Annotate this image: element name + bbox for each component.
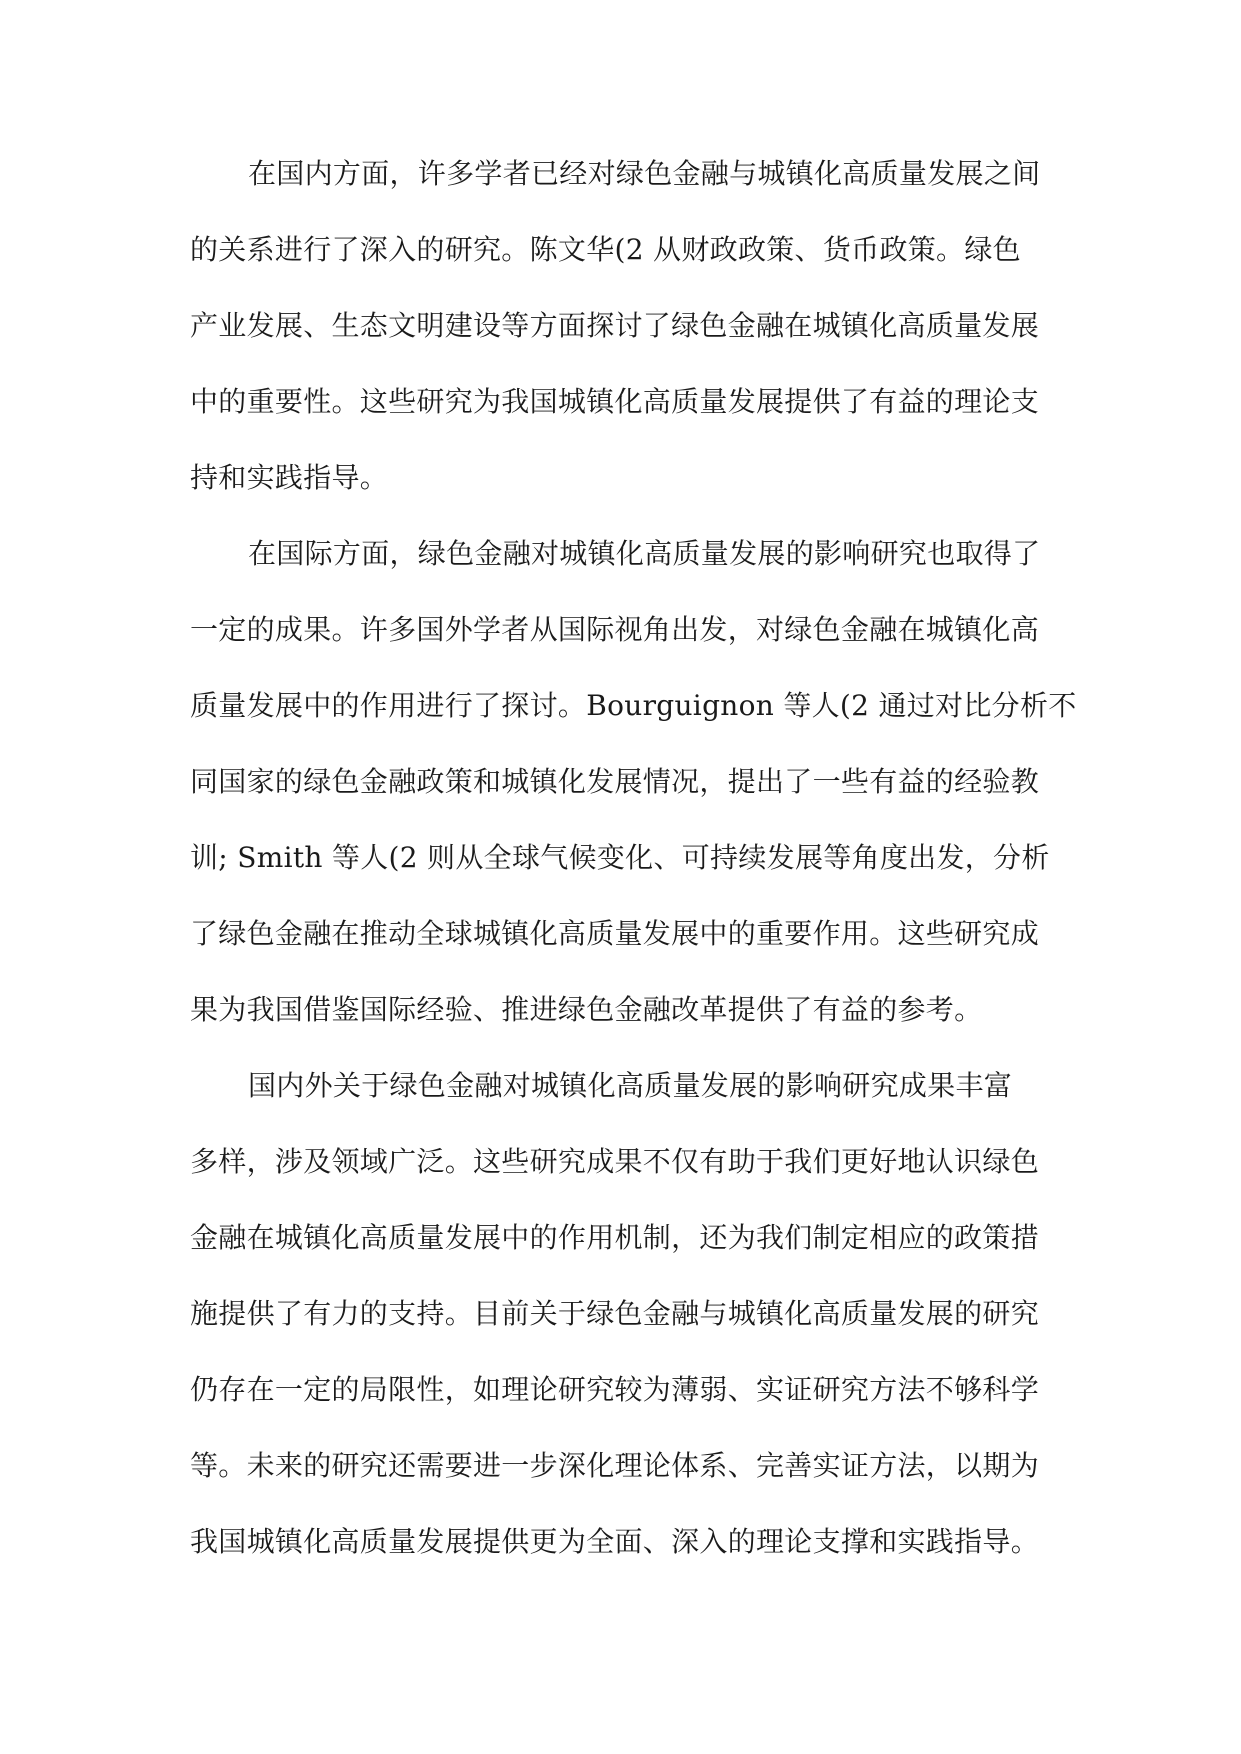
paragraph-line: 等。未来的研究还需要进一步深化理论体系、完善实证方法，以期为 (190, 1449, 1040, 1482)
paragraph-line: 施提供了有力的支持。目前关于绿色金融与城镇化高质量发展的研究 (190, 1297, 1040, 1330)
paragraph-line: 质量发展中的作用进行了探讨。Bourguignon 等人(2 通过对比分析不 (190, 689, 1077, 722)
paragraph-line: 的关系进行了深入的研究。陈文华(2 从财政政策、货币政策。绿色 (190, 233, 1021, 266)
paragraph-line: 仍存在一定的局限性，如理论研究较为薄弱、实证研究方法不够科学 (190, 1373, 1040, 1406)
paragraph-line: 果为我国借鉴国际经验、推进绿色金融改革提供了有益的参考。 (190, 993, 983, 1026)
document-body (190, 136, 1077, 1580)
paragraph-domestic-research (190, 136, 1056, 516)
paragraph-line: 持和实践指导。 (190, 461, 389, 494)
paragraph-summary (190, 1048, 1056, 1580)
paragraph-line: 训; Smith 等人(2 则从全球气候变化、可持续发展等角度出发，分析 (190, 841, 1050, 874)
paragraph-line: 一定的成果。许多国外学者从国际视角出发，对绿色金融在城镇化高 (190, 613, 1040, 646)
paragraph-line: 多样，涉及领域广泛。这些研究成果不仅有助于我们更好地认识绿色 (190, 1145, 1040, 1178)
paragraph-line: 同国家的绿色金融政策和城镇化发展情况，提出了一些有益的经验教 (190, 765, 1040, 798)
paragraph-line: 我国城镇化高质量发展提供更为全面、深入的理论支撑和实践指导。 (190, 1525, 1040, 1558)
paragraph-line: 了绿色金融在推动全球城镇化高质量发展中的重要作用。这些研究成 (190, 917, 1040, 950)
paragraph-line: 国内外关于绿色金融对城镇化高质量发展的影响研究成果丰富 (248, 1069, 1013, 1102)
paragraph-line: 中的重要性。这些研究为我国城镇化高质量发展提供了有益的理论支 (190, 385, 1040, 418)
paragraph-line: 在国内方面，许多学者已经对绿色金融与城镇化高质量发展之间 (248, 157, 1041, 190)
paragraph-line: 在国际方面，绿色金融对城镇化高质量发展的影响研究也取得了 (248, 537, 1041, 570)
paragraph-line: 产业发展、生态文明建设等方面探讨了绿色金融在城镇化高质量发展 (190, 309, 1040, 342)
paragraph-line: 金融在城镇化高质量发展中的作用机制，还为我们制定相应的政策措 (190, 1221, 1040, 1254)
paragraph-international-research (190, 516, 1077, 1048)
